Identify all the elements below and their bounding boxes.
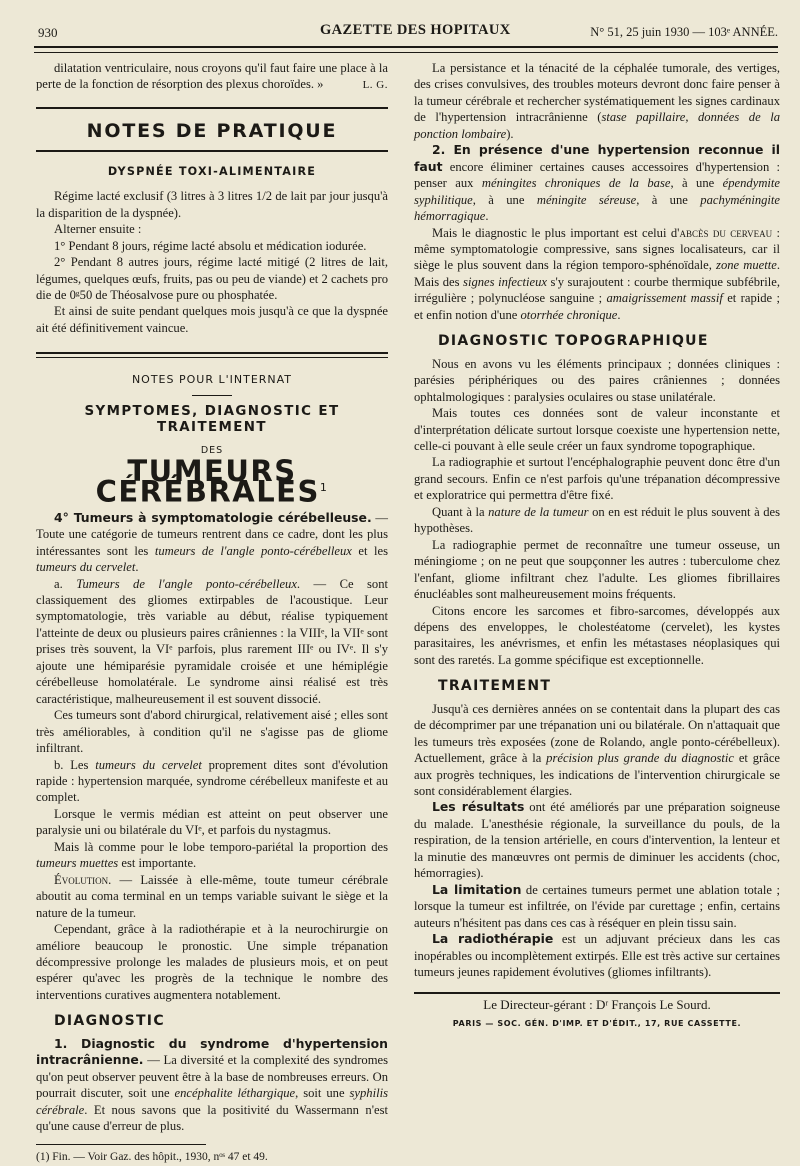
text-run: pachyméningite hémorragique <box>414 192 780 224</box>
paragraph: La radiographie permet de reconnaître une tumeur osseuse, un méningiome ; on ne peut que soupçonner les autres : tuberculome chez l'enfant, gliome infiltrant chez l'adulte. Les gliomes fibrillaires énucléables sont malheureusement moins fréquents. <box>414 537 780 602</box>
text-run: stase papillaire, données de la ponction lombaire <box>414 110 780 141</box>
text-run: , à une <box>472 192 537 207</box>
text-run: tumeurs muettes <box>36 856 119 871</box>
paragraph <box>414 60 780 142</box>
text-run: otorrhée chronique <box>520 307 618 322</box>
paragraph: Lorsque le vermis médian est atteint on peut observer une paralysie uni ou bilatérale du VIᵉ, et parfois du nystagmus. <box>36 806 388 838</box>
text-run: syphilis cérébrale <box>36 1086 388 1117</box>
symptomes-title: SYMPTOMES, DIAGNOSTIC ET TRAITEMENT <box>84 403 340 436</box>
text-run: tumeurs du cervelet <box>95 757 202 772</box>
text-run: — Laissée à elle-même, toute tumeur cérébrale aboutit au coma terminal en un temps variable suivant le siège et la nature de la tumeur. <box>36 872 388 920</box>
text-run: encéphalite léthargique <box>174 1086 296 1101</box>
text-run: précision plus grande du diagnostic <box>546 751 735 766</box>
text-run: encore éliminer certaines causes accessoires d'hypertension : penser aux <box>414 159 780 191</box>
text-run: signes infectieux <box>463 274 548 289</box>
footnote-marker: 1 <box>319 480 329 494</box>
footnote-rule <box>36 1144 206 1145</box>
text-run: . <box>617 307 621 322</box>
paragraph <box>414 504 780 537</box>
dyspnee-title: DYSPNÉE TOXI-ALIMENTAIRE <box>107 164 317 178</box>
text-run: amaigrissement massif <box>606 291 723 306</box>
run-head: La radiothérapie <box>432 931 554 947</box>
author-initials: L. G. <box>362 78 388 91</box>
issue-info: N° 51, 25 juin 1930 — 103ᵉ ANNÉE. <box>590 25 778 39</box>
text-run: et les <box>351 543 388 558</box>
paragraph <box>414 799 780 881</box>
traitement-title: TRAITEMENT <box>438 678 552 695</box>
text-run: proprement dites sont d'évolution rapide : hypertension marquée, syndrome cérébelleux manifeste et au complet. <box>36 757 388 805</box>
paragraph <box>36 510 388 576</box>
text-run: Mais le diagnostic le plus important est celui d' <box>432 225 680 240</box>
text-run: nature de la tumeur <box>488 504 589 519</box>
text-run: . <box>485 209 489 224</box>
paragraph <box>414 142 780 224</box>
paragraph <box>36 757 388 806</box>
diagnostic-topographique-title: DIAGNOSTIC TOPOGRAPHIQUE <box>438 333 709 350</box>
page-number: 930 <box>38 25 58 40</box>
paragraph <box>36 576 388 708</box>
paragraph: Mais toutes ces données sont de valeur inconstante et d'interprétation délicate surtout lorsque coexiste une hypertension nette, celle-ci pouvant à elle seule créer un faux syndrome topographique. <box>414 406 780 453</box>
section-rule <box>36 150 388 152</box>
run-head: 2. En présence d'une hypertension reconnue il faut <box>414 142 780 174</box>
text-run: , à une <box>670 176 723 191</box>
tumeurs-title-text: TUMEURS CÉRÉBRALES <box>95 454 320 509</box>
left-column <box>36 60 388 1166</box>
text-run: ont été améliorés par une préparation soigneuse du malade. L'anesthésie régionale, la surveillance du pouls, de la respiration, de la tension artérielle, en cours d'intervention, la lenteur et la minutie des manœuvres ont permis de diminuer les accidents (choc, hémorragies). <box>414 800 781 881</box>
run-head: 1. Diagnostic du syndrome d'hypertension intracrânienne. <box>36 1035 388 1068</box>
text-run: est un adjuvant précieux dans les cas inopérables ou incomplètement extirpés. Elle est très active sur certaines tumeurs jeunes rapidement évolutives (gliomes infiltrants). <box>414 932 781 980</box>
diagnostic-title: DIAGNOSTIC <box>54 1013 165 1030</box>
paragraph <box>414 701 780 800</box>
paragraph <box>36 839 388 872</box>
text-run: . Mais des <box>414 258 780 289</box>
text-run: Tumeurs de l'angle ponto-cérébelleux <box>76 576 297 591</box>
text-run: et grâce aux progrès techniques, les indications de l'intervention chirurgicale se sont considérablement élargies. <box>414 751 780 799</box>
paragraph: Alterner ensuite : <box>54 222 142 237</box>
text-run: méningites chroniques de la base <box>481 176 671 191</box>
des-label: DES <box>200 444 224 456</box>
run-head: Les résultats <box>432 799 525 815</box>
text-run: , soit une <box>295 1086 350 1101</box>
paragraph <box>414 882 780 931</box>
footnote: (1) Fin. — Voir Gaz. des hôpit., 1930, nᵒˢ 47 et 49. <box>36 1151 268 1164</box>
paragraph: Et ainsi de suite pendant quelques mois jusqu'à ce que la dyspnée ait été définitivement vaincue. <box>36 304 388 335</box>
paragraph: 2° Pendant 8 autres jours, régime lacté mitigé (2 litres de lait, légumes, quelques œufs, fruits, pas ou peu de viande) et 2 cachets pro die de 0ᵍ50 de Théosalvose pure ou phosphatée. <box>36 255 388 302</box>
text-run: La persistance et la ténacité de la céphalée tumorale, des vertiges, des crises convulsives, des troubles moteurs devront donc faire penser à la tumeur cérébrale et rechercher systématiquement les signes cardinaux de l'hypertension intracrânienne ( <box>414 61 780 125</box>
text-run: . — Ce sont classiquement des gliomes extirpables de l'acoustique. Leur symptomatologie, très variable au début, réalise typiquement l'atteinte de deux ou plusieurs paires crâniennes : la VIIIᵉ, la VIIᵉ sont prises très souvent, la VIᵉ parfois, plus rarement IIIᵉ ou IVᵉ. Il s'y ajoute une hémiparésie pyramidale croisée et une hémiplégie cérébelleuse homolatérale. Le syndrome ainsi réalisé est très caractéristique, malheureusement il est souvent dissocié. <box>36 576 389 706</box>
paragraph <box>36 1036 388 1135</box>
internat-title: NOTES POUR L'INTERNAT <box>131 373 293 387</box>
paragraph <box>36 872 388 921</box>
paragraph: Citons encore les sarcomes et fibro-sarcomes, développés aux dépens des enveloppes, le cholestéatome (cervelet), les kystes parasitaires, les anévrismes, et enfin les métastases néoplasiques qui sont des raretés. La gomme spécifique est exceptionnelle. <box>414 603 780 667</box>
tumeurs-title <box>36 454 388 509</box>
paragraph: 1° Pendant 8 jours, régime lacté absolu et médication iodurée. <box>54 238 367 253</box>
paragraph: Nous en avons vu les éléments principaux ; données cliniques : parésies périphériques ou des paires crâniennes ; données ophtalmologiques : paralysies oculaires ou stase unilatérale. <box>414 356 780 404</box>
directeur-gerant: Le Directeur-gérant : Dʳ François Le Sourd. <box>414 992 780 1013</box>
text-run: Mais là comme pour le lobe temporo-pariétal la proportion des <box>54 839 388 854</box>
notes-pratique-title: NOTES DE PRATIQUE <box>86 120 338 143</box>
text-run: et rapide ; et enfin notion d'une <box>414 291 780 322</box>
right-column <box>414 60 780 1032</box>
text-run: , à une <box>636 192 701 207</box>
text-run: est importante. <box>118 856 197 871</box>
paragraph <box>414 225 780 324</box>
text-run: tumeurs du cervelet <box>36 560 136 575</box>
text-run: méningite séreuse <box>536 192 637 207</box>
section-rule <box>36 352 388 358</box>
divider <box>192 395 232 396</box>
text-run: Quant à la <box>432 504 489 519</box>
paragraph: Régime lacté exclusif (3 litres à 3 litres 1/2 de lait par jour jusqu'à la disparition de la dyspnée). <box>36 189 388 220</box>
text-run: zone muette <box>716 258 777 273</box>
paragraph: Cependant, grâce à la radiothérapie et à la neurochirurgie on améliore beaucoup le pronostic. Une simple trépanation décompressive prolonge les malades de plusieurs mois, et on peut espérer qu'avec les progrès de la technique le nombre des interventions curatives augmentera notablement. <box>36 922 388 1002</box>
text-run: . Et nous savons que la positivité du Wassermann n'est qu'une cause d'erreur de plus. <box>36 1102 388 1134</box>
text-run: b. Les <box>54 757 96 772</box>
run-head: 4° Tumeurs à symptomatologie cérébelleuse. <box>54 509 372 525</box>
section-rule <box>36 107 388 109</box>
journal-title: GAZETTE DES HOPITAUX <box>320 22 511 38</box>
text-run: abcès du cerveau <box>679 225 773 240</box>
text-run: — La diversité et la complexité des syndromes qu'on peut observer peuvent être à la base de nombreuses erreurs. On pourrait discuter, soit une <box>36 1053 388 1101</box>
text-run: — Toute une catégorie de tumeurs rentrent dans ce cadre, dont les plus intéressantes sont les <box>36 510 388 558</box>
text-run: ). <box>506 126 514 141</box>
paragraph <box>414 931 780 980</box>
continued-paragraph: dilatation ventriculaire, nous croyons qu'il faut faire une place à la perte de la fonction de résorption des plexus choroïdes. » <box>36 61 388 92</box>
printer-imprint: PARIS — SOC. GÉN. D'IMP. ET D'ÉDIT., 17, RUE CASSETTE. <box>452 1018 742 1028</box>
run-head: Évolution. <box>54 872 112 887</box>
text-run: tumeurs de l'angle ponto-cérébelleux <box>154 543 352 558</box>
text-run: a. <box>54 576 77 591</box>
paragraph: La radiographie et surtout l'encéphalographie peuvent donc être d'un grand secours. Enfin ce n'est parfois qu'une trépanation décompressive et exploratrice qui permettra d'être fixé. <box>414 455 780 503</box>
text-run: on en est réduit le plus souvent à des hypothèses. <box>414 504 781 536</box>
text-run: épendymite syphilitique <box>414 176 780 207</box>
page-header <box>38 22 778 46</box>
paragraph: Ces tumeurs sont d'abord chirurgical, relativement aisé ; elles sont très améliorables, à condition qu'il ne s'agisse pas de gliome infiltrant. <box>36 708 388 756</box>
run-head: La limitation <box>432 881 522 897</box>
text-run: . <box>135 560 139 575</box>
text-run: de certaines tumeurs permet une ablation totale ; lorsque la tumeur est infiltrée, on l'évide par curettage ; enfin, certains auteurs n'hésitent pas dans ces cas à réséquer en plein tissu sain. <box>414 882 780 930</box>
header-rule <box>34 46 778 53</box>
text-run: s'y surajoutent : courbe thermique subfébrile, irrégulière ; polynucléose sanguine ; <box>414 274 780 306</box>
text-run: : même symptomatologie compressive, sans signes localisateurs, car il siège le plus souvent dans la région temporo-sphénoïdale, <box>414 225 780 273</box>
text-run: Jusqu'à ces dernières années on se contentait dans la plupart des cas de décomprimer par une trépanation uni ou bilatérale. On n'attaquait que les tumeurs très exposées (zone de Rolando, angle ponto-cérébelleux). Actuellement, grâce à la <box>414 701 780 766</box>
